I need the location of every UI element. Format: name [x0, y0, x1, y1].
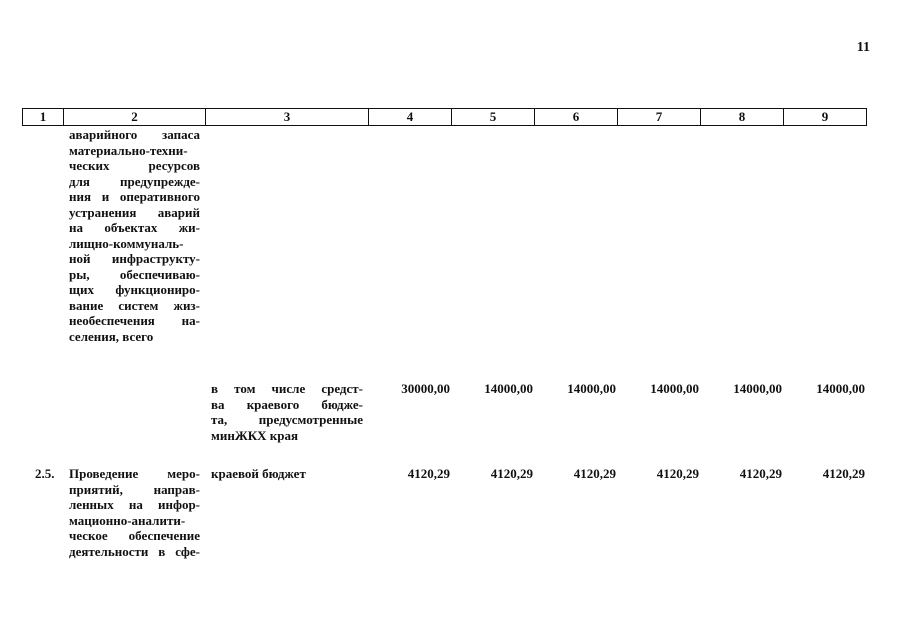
row-a-name: [69, 127, 200, 344]
table-header-row: [22, 108, 867, 126]
row-c-value-col9: 4120,29: [822, 466, 865, 481]
row-b-source-line: та, предусмотренные: [211, 412, 363, 427]
row-b-value-col5: 14000,00: [484, 381, 533, 396]
row-b-value-col9: 14000,00: [816, 381, 865, 396]
row-c-name-line: Проведение меро-: [69, 466, 200, 481]
header-col-5: 5: [452, 109, 535, 125]
row-c-value-col8: 4120,29: [739, 466, 782, 481]
row-a-name-line: устранения аварий: [69, 204, 200, 220]
row-c-name-line: мационно-аналити-: [69, 512, 186, 528]
row-b-source: [211, 381, 363, 443]
row-b-value-col8: 14000,00: [733, 381, 782, 396]
row-b-value-col7: 14000,00: [650, 381, 699, 396]
row-c-name-line: деятельности в сфе-: [69, 543, 200, 559]
header-col-8: 8: [701, 109, 784, 125]
row-a-name-line: ческих ресурсов: [69, 158, 200, 173]
header-col-2: 2: [64, 109, 206, 125]
header-col-3: 3: [206, 109, 369, 125]
row-c-name-line: ленных на инфор-: [69, 497, 200, 512]
row-a-name-line: лищно-коммуналь-: [69, 235, 184, 251]
row-a-name-line: материально-техни-: [69, 142, 188, 158]
row-b-value-col4: 30000,00: [401, 381, 450, 396]
header-col-4: 4: [369, 109, 452, 125]
row-a-name-line: вание систем жиз-: [69, 297, 200, 313]
header-col-7: 7: [618, 109, 701, 125]
row-c-value-col5: 4120,29: [490, 466, 533, 481]
row-c-number: 2.5.: [35, 466, 55, 481]
row-a-name-line: аварийного запаса: [69, 127, 200, 142]
row-b-source-line: в том числе средст-: [211, 381, 363, 396]
row-a-name-line: ния и оперативного: [69, 189, 200, 204]
row-a-name-line: щих функциониро-: [69, 282, 200, 297]
row-c-name: [69, 466, 200, 559]
header-col-1: 1: [23, 109, 64, 125]
row-a-name-line: ной инфраструкту-: [69, 251, 200, 266]
row-c-value-col6: 4120,29: [573, 466, 616, 481]
row-c-source: краевой бюджет: [211, 466, 306, 481]
row-c-value-col4: 4120,29: [407, 466, 450, 481]
row-b-source-line: ва краевого бюдже-: [211, 396, 363, 412]
row-b-value-col6: 14000,00: [567, 381, 616, 396]
page-number: 11: [856, 40, 870, 55]
header-col-9: 9: [821, 109, 829, 124]
row-c-name-line: ческое обеспечение: [69, 528, 200, 543]
row-c-name-line: приятий, направ-: [69, 481, 200, 497]
header-col-6: 6: [535, 109, 618, 125]
row-b-source-line: минЖКХ края: [211, 427, 299, 443]
row-a-name-line: на объектах жи-: [69, 220, 200, 235]
row-c-value-col7: 4120,29: [656, 466, 699, 481]
row-a-name-line: для предупрежде-: [69, 173, 200, 189]
row-a-name-line: ры, обеспечиваю-: [69, 266, 200, 282]
row-a-name-line: селения, всего: [69, 328, 154, 344]
row-a-name-line: необеспечения на-: [69, 313, 200, 328]
